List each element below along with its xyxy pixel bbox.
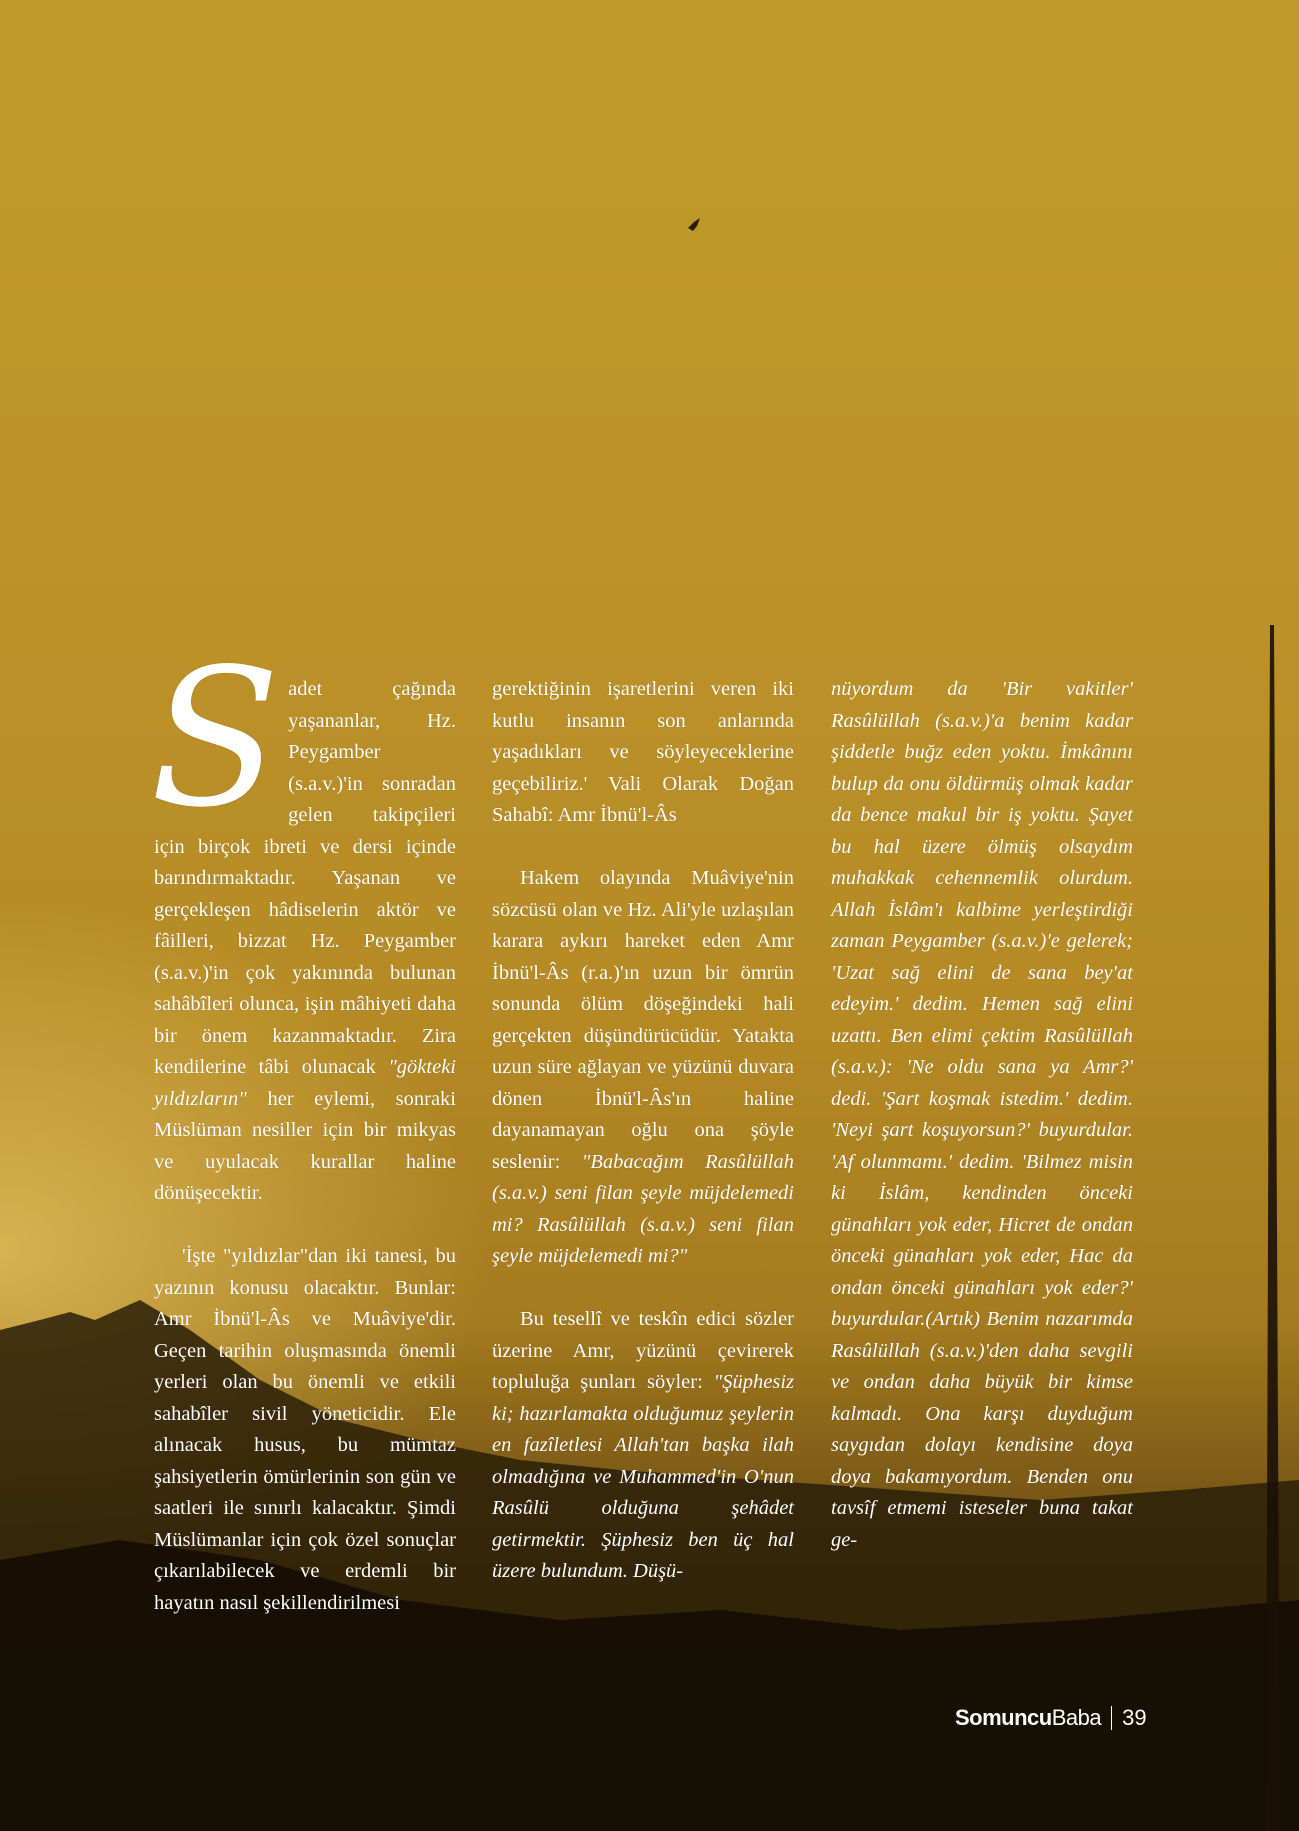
intro-text: adet çağında yaşananlar, Hz. Peygamber (s.a.v.)'in sonradan gelen takipçileri için birçok ibreti ve dersi içinde barındırmaktadır. Yaşanan ve gerçekleşen hâdiselerin aktör ve fâilleri, bizzat Hz. Peygamber (s.a.v.)'in çok yakınında bulunan sahâbîleri olunca, işin mâhiyeti daha bir önem kazanmaktadır. Zira kendilerine tâbi olunacak [154,678,456,1078]
son-quote: "Babacağım Rasûlüllah (s.a.v.) seni filan şeyle müjdelemedi mi? Rasûlüllah (s.a.v.) seni filan şeyle müjdelemedi mi?" [492,1150,794,1267]
paragraph-hakem [492,863,794,1273]
page-footer [955,1703,1147,1733]
amr-quote: "Şüphesiz ki; hazırlamakta olduğumuz şeylerin en fazîletlesi Allah'tan başka ilah olmadığına ve Muhammed'in O'nun Rasûlü olduğuna şehâdet getirmektir. Şüphesiz ben üç hal üzere bulundum. Düşü- [492,1371,794,1582]
drop-cap: S [150,628,281,849]
paragraph-amr-quote-continued: nüyordum da 'Bir vakitler' Rasûlüllah (s.a.v.)'a benim kadar şiddetle buğz eden yoktu. İmkânını bulup da onu öldürmüş olmak kadar da bence makul bir iş yoktu. Şayet bu hal üzere ölmüş olsaydım muhakkak cehennemlik olurdum. Allah İslâm'ı kalbime yerleştirdiği zaman Peygamber (s.a.v.)'e gelerek; 'Uzat sağ elini de sana bey'at edeyim.' dedim. Hemen sağ elini uzattı. Ben elimi çektim Rasûlüllah (s.a.v.): 'Ne oldu sana ya Amr?' dedi. 'Şart koşmak istedim.' dedim. 'Neyi şart koşuyorsun?' buyurdular. 'Af olunmamı.' dedim. 'Bilmez misin ki İslâm, kendinden önceki günahları yok eder, Hicret de ondan önceki günahları yok eder, Hac da ondan önceki günahları yok eder?' buyurdular.(Artık) Benim nazarımda Rasûlüllah (s.a.v.)'den daha sevgili ve ondan daha büyük bir kimse kalmadı. Ona karşı duyduğum saygıdan dolayı kendisine doya doya bakamıyordum. Benden onu tavsîf etmemi isteseler buna takat ge- [831,678,1133,1551]
bird-silhouette [688,218,700,231]
paragraph-amr-speech [492,1304,794,1588]
article-column-3 [831,674,1133,1556]
article-column-2 [492,674,794,1588]
paragraph-intro [150,628,456,1210]
page-number: 39 [1122,1705,1147,1730]
paragraph-stars: 'İşte "yıldızlar"dan iki tanesi, bu yazının konusu olacaktır. Bunlar: Amr İbnü'l-Âs ve Muâviye'dir. Geçen tarihin oluşmasında önemli yerleri olan bu önemli ve etkili sahabîler sivil yöneticidir. Ele alınacak husus, bu mümtaz şahsiyetlerin ömürlerinin son gün ve saatleri ile sınırlı kalacaktır. Şimdi Müslümanlar için çok özel sonuçlar çıkarılabilecek ve erdemli bir hayatın nasıl şekillendirilmesi [154,1245,456,1614]
logo-regular: Baba [1051,1705,1102,1730]
footer-divider [1111,1706,1112,1730]
hakem-text: Hakem olayında Muâviye'nin sözcüsü olan ve Hz. Ali'yle uzlaşılan karara aykırı hareket eden Amr İbnü'l-Âs (r.a.)'ın uzun bir ömrün sonunda ölüm döşeğindeki hali gerçekten düşündürücüdür. Yatakta uzun süre ağlayan ve yüzünü duvara dönen İbnü'l-Âs'ın haline dayanamayan oğlu ona şöyle seslenir: [492,867,794,1173]
logo-bold: Somuncu [955,1705,1052,1730]
intro-text-rest: her eylemi, sonraki Müslüman nesiller için bir mikyas ve uyulacak kurallar haline dönüşecektir. [154,1087,456,1204]
article-column-1 [150,628,456,1619]
magazine-logo [955,1705,1101,1731]
amr-speech-text: Bu tesellî ve teskîn edici sözler üzerine Amr, yüzünü çevirerek topluluğa şunları söyler: [492,1308,794,1393]
intro-quote: "gökteki yıldızların" [154,1056,456,1110]
paragraph-continuation: gerektiğinin işaretlerini veren iki kutlu insanın son anlarında yaşadıkları ve söyleyeceklerine geçebiliriz.' Vali Olarak Doğan Sahabî: Amr İbnü'l-Âs [492,678,794,826]
pole-silhouette [1266,625,1280,1831]
